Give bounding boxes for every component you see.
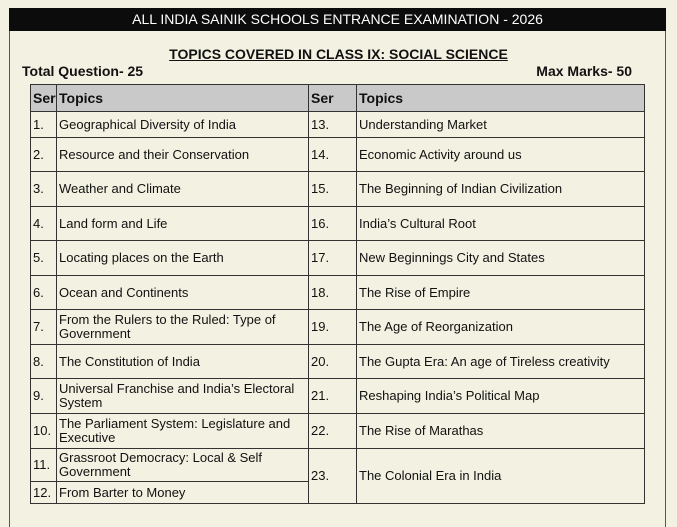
table-row	[31, 138, 645, 172]
ser-cell: 3.	[31, 172, 57, 207]
table-row	[31, 345, 645, 379]
ser-cell: 22.	[309, 414, 357, 449]
ser-cell: 23.	[309, 449, 357, 504]
header-ser-left: Ser	[31, 85, 57, 112]
table-row	[31, 276, 645, 310]
topic-cell: Universal Franchise and India’s Electoral System	[57, 379, 309, 414]
table-row	[31, 207, 645, 241]
ser-cell: 13.	[309, 112, 357, 138]
topic-cell: The Beginning of Indian Civilization	[357, 172, 645, 207]
ser-cell: 14.	[309, 138, 357, 172]
table-row	[31, 414, 645, 449]
topic-cell: Locating places on the Earth	[57, 241, 309, 276]
ser-cell: 6.	[31, 276, 57, 310]
ser-cell: 17.	[309, 241, 357, 276]
topic-cell: The Rise of Empire	[357, 276, 645, 310]
exam-banner: ALL INDIA SAINIK SCHOOLS ENTRANCE EXAMINATION - 2026	[9, 8, 666, 31]
ser-cell: 5.	[31, 241, 57, 276]
topic-cell: The Gupta Era: An age of Tireless creativity	[357, 345, 645, 379]
topic-cell: Ocean and Continents	[57, 276, 309, 310]
topic-cell: New Beginnings City and States	[357, 241, 645, 276]
topic-cell: Economic Activity around us	[357, 138, 645, 172]
topic-cell: The Rise of Marathas	[357, 414, 645, 449]
max-marks: Max Marks- 50	[536, 63, 632, 79]
topic-cell: From Barter to Money	[57, 482, 309, 504]
header-ser-right: Ser	[309, 85, 357, 112]
ser-cell: 9.	[31, 379, 57, 414]
topic-cell: Resource and their Conservation	[57, 138, 309, 172]
table-row	[31, 241, 645, 276]
ser-cell: 8.	[31, 345, 57, 379]
ser-cell: 19.	[309, 310, 357, 345]
ser-cell: 7.	[31, 310, 57, 345]
topic-cell: The Constitution of India	[57, 345, 309, 379]
table-row	[31, 449, 645, 482]
ser-cell: 1.	[31, 112, 57, 138]
subtitle-text: TOPICS COVERED IN CLASS IX: SOCIAL SCIENCE	[169, 46, 508, 62]
topic-cell: Reshaping India’s Political Map	[357, 379, 645, 414]
topic-cell: Grassroot Democracy: Local & Self Government	[57, 449, 309, 482]
table-row	[31, 172, 645, 207]
topic-cell: Understanding Market	[357, 112, 645, 138]
page-subtitle	[0, 46, 677, 62]
ser-cell: 15.	[309, 172, 357, 207]
topic-cell: Land form and Life	[57, 207, 309, 241]
ser-cell: 12.	[31, 482, 57, 504]
table-row	[31, 310, 645, 345]
ser-cell: 16.	[309, 207, 357, 241]
topics-table	[30, 84, 645, 504]
topic-cell: The Parliament System: Legislature and Executive	[57, 414, 309, 449]
header-topics-left: Topics	[57, 85, 309, 112]
ser-cell: 10.	[31, 414, 57, 449]
table-row	[31, 379, 645, 414]
ser-cell: 11.	[31, 449, 57, 482]
table-header-row	[31, 85, 645, 112]
ser-cell: 21.	[309, 379, 357, 414]
ser-cell: 2.	[31, 138, 57, 172]
topic-cell: India’s Cultural Root	[357, 207, 645, 241]
topic-cell: The Colonial Era in India	[357, 449, 645, 504]
ser-cell: 18.	[309, 276, 357, 310]
topic-cell: Weather and Climate	[57, 172, 309, 207]
topic-cell: From the Rulers to the Ruled: Type of Government	[57, 310, 309, 345]
table-row	[31, 112, 645, 138]
ser-cell: 20.	[309, 345, 357, 379]
topic-cell: Geographical Diversity of India	[57, 112, 309, 138]
topic-cell: The Age of Reorganization	[357, 310, 645, 345]
total-questions: Total Question- 25	[22, 63, 144, 79]
ser-cell: 4.	[31, 207, 57, 241]
header-topics-right: Topics	[357, 85, 645, 112]
